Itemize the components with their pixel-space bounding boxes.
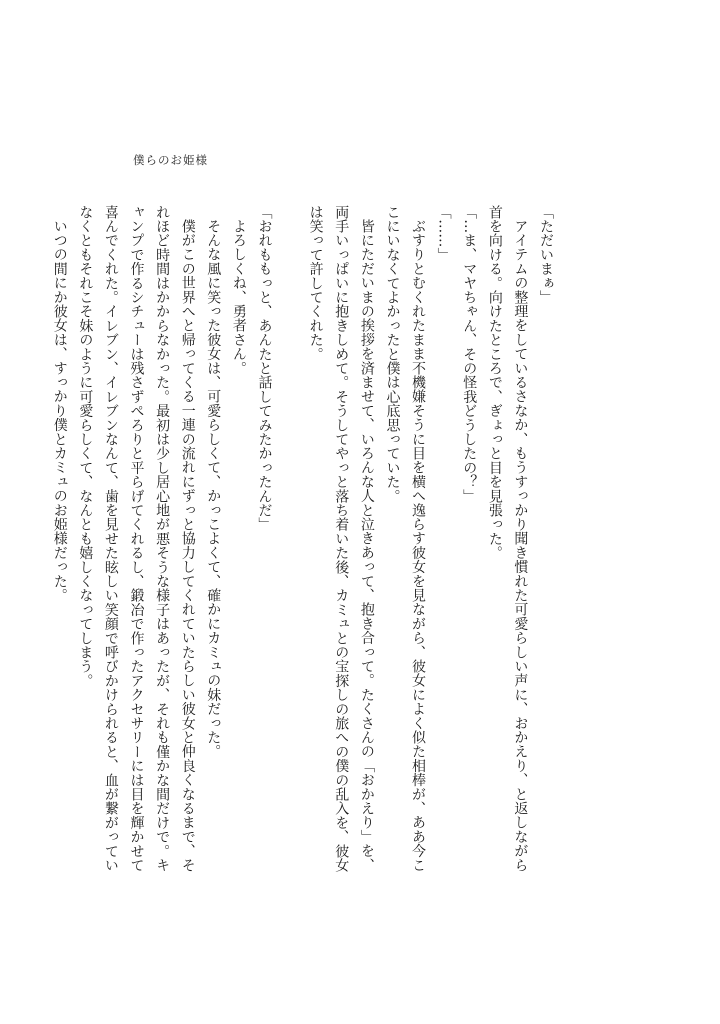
body-text	[51, 205, 558, 877]
paragraph-11: いつの間にか彼女は、すっかり僕とカミュのお姫様だった。	[51, 219, 68, 603]
paragraph-3: 「…ま、マヤちゃん、その怪我どうしたの？」	[461, 205, 478, 504]
paragraph-5: ぶすりとむくれたまま不機嫌そうに目を横へ逸らす彼女を見ながら、彼女によく似た相棒が、ああ今ここにいなくてよかったと僕は心底思っていた。	[384, 205, 427, 873]
paragraph-2: アイテムの整理をしているさなか、もうすっかり聞き慣れた可愛らしい声に、おかえり、と返しながら首を向ける。向けたところで、ぎょっと目を見張った。	[486, 205, 529, 873]
running-title: 僕らのお姫様	[133, 153, 208, 167]
paragraph-8: よろしくね、勇者さん。	[230, 219, 247, 376]
paragraph-7: 「おれももっと、あんたと話してみたかったんだ」	[256, 205, 273, 532]
paragraph-10: 僕がこの世界へと帰ってくる一連の流れにずっと協力してくれていたらしい彼女と仲良くなるまで、それほど時間はかからなかった。最初は少し居心地が悪そうな様子はあったが、それも僅かな間だけで。キャンプで作るシチューは残さずぺろりと平らげてくれるし、鍛冶で作ったアクセサリーには目を輝かせて喜んでくれた。イレブン、イレブンなんて、歯を見せた眩しい笑顔で呼びかけられると、血が繋がっていなくともそれこそ妹のように可愛らしくて、なんとも嬉しくなってしまう。	[77, 205, 196, 873]
paragraph-9: そんな風に笑った彼女は、可愛らしくて、かっこよくて、確かにカミュの妹だった。	[205, 219, 222, 759]
paragraph-4: 「……」	[435, 205, 452, 262]
paragraph-6: 皆にただいまの挨拶を済ませて、いろんな人と泣きあって、抱き合って。たくさんの「おかえり」を、両手いっぱいに抱きしめて。そうしてやっと落ち着いた後、カミュとの宝探しの旅への僕の乱入を、彼女は笑って許してくれた。	[307, 205, 375, 873]
paragraph-1: 「ただいまぁ」	[538, 205, 554, 305]
